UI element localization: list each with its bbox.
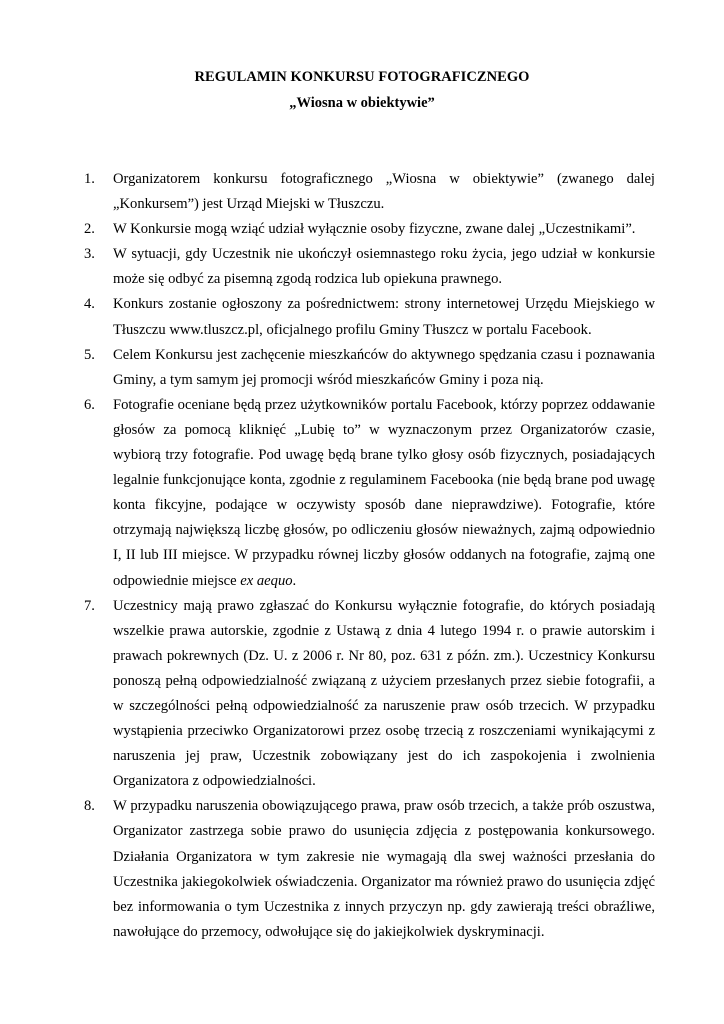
rule-number: 6. xyxy=(84,396,95,413)
rule-text-main: Fotografie oceniane będą przez użytkowników portalu Facebook, którzy poprzez oddawanie głosów za pomocą kliknięć „Lubię to” w wyznaczonym przez Organizatorów czasie, wybiorą trzy fotografie. Pod uwagę będą brane tylko głosy osób fizycznych, posiadających legalnie funkcjonujące konta, zgodnie z regulaminem Facebooka (nie będą brane pod uwagę konta fikcyjne, podające w oczywisty sposób dane nieprawdziwe). Fotografie, które otrzymają największą liczbę głosów, po odliczeniu głosów nieważnych, zajmą odpowiednio I, II lub III miejsce. W przypadku równej liczby głosów oddanych na fotografie, zajmą one odpowiednie miejsce xyxy=(113,396,655,589)
rule-item-3 xyxy=(84,242,655,292)
rule-item-1 xyxy=(84,167,655,217)
rule-text-end: . xyxy=(292,572,297,589)
rules-list xyxy=(84,167,655,945)
rule-number: 3. xyxy=(84,246,95,263)
rule-text: Celem Konkursu jest zachęcenie mieszkańców do aktywnego spędzania czasu i poznawania Gminy, a tym samym jej promocji wśród mieszkańców Gminy i poza nią. xyxy=(113,346,655,388)
rule-number: 8. xyxy=(84,798,95,815)
rule-number: 1. xyxy=(84,171,95,187)
rule-number: 5. xyxy=(84,346,95,363)
document-subtitle: „Wiosna w obiektywie” xyxy=(289,95,435,111)
rule-text: Konkurs zostanie ogłoszony za pośrednictwem: strony internetowej Urzędu Miejskiego w Tłuszczu www.tluszcz.pl, oficjalnego profilu Gminy Tłuszcz w portalu Facebook. xyxy=(113,296,655,338)
rule-item-5 xyxy=(84,343,655,393)
rule-item-6 xyxy=(84,393,655,594)
rule-number: 7. xyxy=(84,597,95,614)
rule-text: W przypadku naruszenia obowiązującego prawa, praw osób trzecich, a także prób oszustwa, Organizator zastrzega sobie prawo do usunięcia zdjęcia z postępowania konkursowego. Działania Organizatora w tym zakresie nie wymagają dla swej ważności przesłania do Uczestnika jakiegokolwiek oświadczenia. Organizator ma również prawo do usunięcia zdjęć bez informowania o tym Uczestnika z innych przyczyn np. gdy zawierają treści obraźliwe, nawołujące do przemocy, odwołujące się do jakiejkolwiek dyskryminacji. xyxy=(113,798,655,940)
rule-text: Organizatorem konkursu fotograficznego „Wiosna w obiektywie” (zwanego dalej „Konkursem”) jest Urząd Miejski w Tłuszczu. xyxy=(113,171,655,213)
rule-item-4 xyxy=(84,292,655,342)
rule-text: W sytuacji, gdy Uczestnik nie ukończył osiemnastego roku życia, jego udział w konkursie może się odbyć za pisemną zgodą rodzica lub opiekuna prawnego. xyxy=(113,246,655,288)
rule-item-2 xyxy=(84,217,655,242)
rule-item-8 xyxy=(84,794,655,945)
rule-number: 4. xyxy=(84,296,95,313)
rule-text: Uczestnicy mają prawo zgłaszać do Konkursu wyłącznie fotografie, do których posiadają wszelkie prawa autorskie, zgodnie z Ustawą z dnia 4 lutego 1994 r. o prawie autorskim i prawach pokrewnych (Dz. U. z 2006 r. Nr 80, poz. 631 z późn. zm.). Uczestnicy Konkursu ponoszą pełną odpowiedzialność związaną z użyciem przesłanych przez siebie fotografii, a w szczególności pełną odpowiedzialność za naruszenie praw osób trzecich. W przypadku wystąpienia przeciwko Organizatorowi przez osobę trzecią z roszczeniami wynikającymi z naruszenia jej praw, Uczestnik zobowiązany jest do ich zaspokojenia i zwolnienia Organizatora z odpowiedzialności. xyxy=(113,597,655,790)
rule-number: 2. xyxy=(84,221,95,238)
rule-text xyxy=(113,397,655,589)
rule-text: W Konkursie mogą wziąć udział wyłącznie osoby fizyczne, zwane dalej „Uczestnikami”. xyxy=(113,221,636,238)
document-title: REGULAMIN KONKURSU FOTOGRAFICZNEGO xyxy=(194,69,530,85)
rule-item-7 xyxy=(84,594,655,795)
rule-text-italic: ex aequo xyxy=(240,572,293,589)
